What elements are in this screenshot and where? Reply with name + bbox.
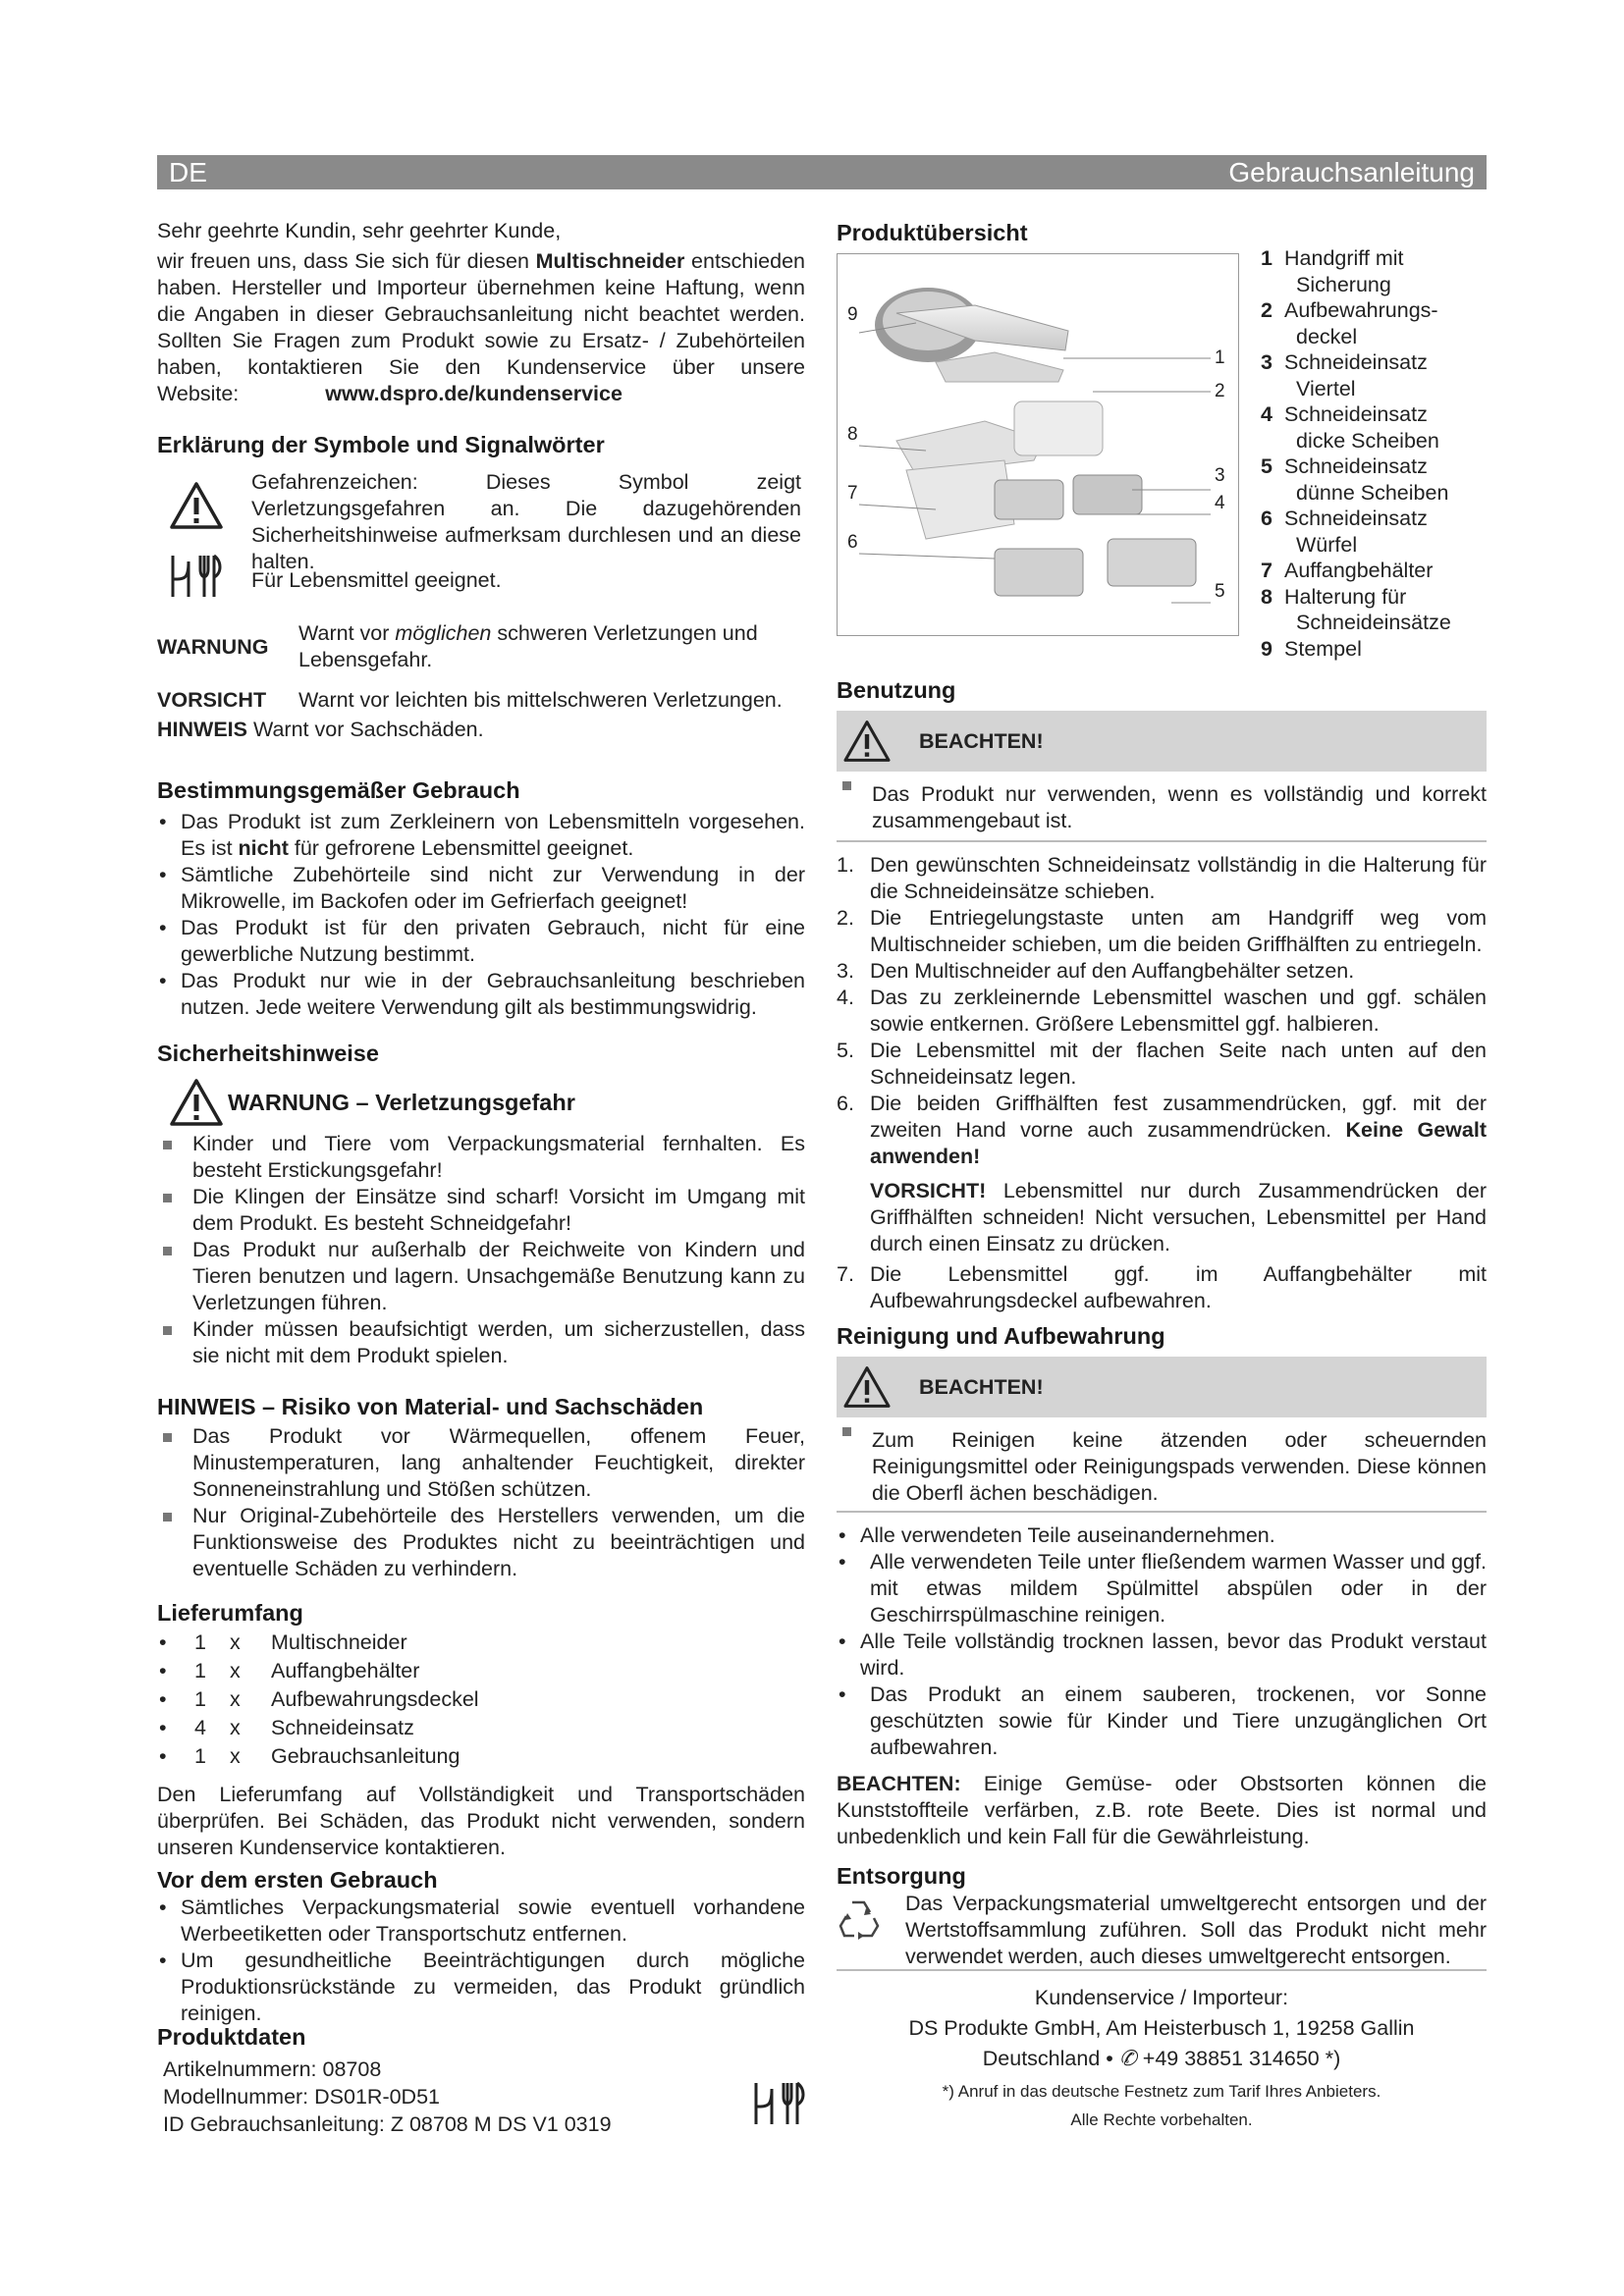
list-item: 9 Stempel <box>1261 636 1362 661</box>
product-drawing <box>838 254 1237 634</box>
list-item: 7. Die Lebensmittel ggf. im Auffangbehälter mit Aufbewahrungsdeckel aufbewahren. <box>837 1262 1487 1312</box>
safety-section <box>157 1039 805 1369</box>
hinweis-row <box>157 717 805 743</box>
food-symbol-text: Für Lebensmittel geeignet. <box>251 568 502 592</box>
product-illustration <box>837 253 1239 636</box>
list-item: Die Klingen der Einsätze sind scharf! Vorsicht im Umgang mit dem Produkt. Es besteht Schneidgefahr! <box>157 1184 805 1237</box>
list-item: 3 Schneideinsatz Viertel <box>1261 350 1428 400</box>
list-item: • Alle Teile vollständig trocknen lassen, bevor das Produkt verstaut wird. <box>837 1629 1487 1682</box>
safety-warning-row <box>157 1074 805 1131</box>
disposal-text: Das Verpackungsmaterial umweltgerecht entsorgen und der Wertstoffsammlung zuführen. Soll das Produkt nicht mehr verwendet werden, auch dieses umweltgerecht entsorgen. <box>905 1892 1487 1968</box>
intro-section <box>157 218 805 407</box>
figure-label: 2 <box>1215 381 1225 401</box>
website-link[interactable]: www.dspro.de/kundenservice <box>325 382 623 405</box>
first-use-heading: Vor dem ersten Gebrauch <box>157 1867 438 1893</box>
cleaning-note: Zum Reinigen keine ätzenden oder scheuernden Reinigungsmittel oder Reinigungspads verwenden. Diese können die Oberfl ächen beschädigen. <box>837 1417 1487 1513</box>
caution-note: VORSICHT! Lebensmittel nur durch Zusammendrücken der Griffhälften schneiden! Nicht versuchen, Lebensmittel per Hand durch einen Einsatz zu drücken. <box>870 1179 1487 1255</box>
warning-triangle-icon <box>169 481 224 530</box>
product-data-heading: Produktdaten <box>157 2024 306 2050</box>
list-item: • Alle verwendeten Teile auseinandernehmen. <box>837 1522 1487 1549</box>
list-item: • 1 x Gebrauchsanleitung <box>159 1744 460 1768</box>
parts-legend <box>1261 245 1496 662</box>
list-item: • Das Produkt nur wie in der Gebrauchsanleitung beschrieben nutzen. Jede weitere Verwendung gilt als bestimmungswidrig. <box>157 968 805 1021</box>
warnung-text: Warnt vor möglichen schweren Verletzungen und Lebensgefahr. <box>298 621 758 671</box>
list-item: • Das Produkt ist für den privaten Gebrauch, nicht für eine gewerbliche Nutzung bestimmt. <box>157 915 805 968</box>
list-item: Das Produkt vor Wärmequellen, offenem Feuer, Minustemperaturen, lang anhaltender Feuchtigkeit, direkter Sonneneinstrahlung und Stößen schützen. <box>157 1423 805 1503</box>
list-item: • 4 x Schneideinsatz <box>159 1716 414 1739</box>
contact-phone[interactable]: +49 38851 314650 *) <box>1142 2047 1341 2070</box>
food-safe-icon <box>167 550 226 603</box>
rights-note: Alle Rechte vorbehalten. <box>1070 2110 1253 2129</box>
product-name: Multischneider <box>535 249 685 273</box>
list-item: 6 Schneideinsatz Würfel <box>1261 507 1428 557</box>
intro-paragraph: wir freuen uns, dass Sie sich für diesen Multischneider entschieden haben. Hersteller und Importeur übernehmen keine Haftung, wenn die Angaben in dieser Gebrauchsanleitung nicht beachtet werden. Sollten Sie Fragen zum Produkt sowie zu Ersatz- / Zubehörteilen haben, kontaktieren Sie den Kundenservice über unsere Website: www.dspro.de/kundenservice <box>157 249 805 405</box>
recycle-icon <box>837 1896 882 1942</box>
material-damage-heading: HINWEIS – Risiko von Material- und Sachschäden <box>157 1394 704 1419</box>
figure-label: 3 <box>1215 465 1225 486</box>
figure-label: 9 <box>847 304 858 325</box>
list-item: • Das Produkt ist zum Zerkleinern von Lebensmitteln vorgesehen. Es ist nicht für gefrorene Lebensmittel geeignet. <box>157 809 805 862</box>
list-item: • Das Produkt an einem sauberen, trockenen, vor Sonne geschützten sowie für Kinder und Tiere unzugänglichen Ort aufbewahren. <box>837 1682 1487 1761</box>
list-item: 4 Schneideinsatz dicke Scheiben <box>1261 402 1439 453</box>
hinweis-label: HINWEIS <box>157 718 247 741</box>
cleaning-attention-label: BEACHTEN! <box>919 1375 1044 1399</box>
delivery-list <box>157 1629 805 1772</box>
contact-phone-row: Deutschland • ✆ +49 38851 314650 *) <box>982 2047 1341 2070</box>
first-use-section <box>157 1865 805 2027</box>
product-data-section <box>157 2022 805 2138</box>
list-item: • Um gesundheitliche Beeinträchtigungen durch mögliche Produktionsrückstände zu vermeiden, das Produkt gründlich reinigen. <box>157 1948 805 2027</box>
language-code: DE <box>169 157 207 187</box>
contact-title: Kundenservice / Importeur: <box>1034 1986 1289 2009</box>
list-item: • Sämtliches Verpackungsmaterial sowie eventuell vorhandene Werbeetiketten oder Transportschutz entfernen. <box>157 1895 805 1948</box>
product-data-list <box>157 2056 805 2138</box>
list-item: Kinder müssen beaufsichtigt werden, um sicherzustellen, dass sie nicht mit dem Produkt spielen. <box>157 1316 805 1369</box>
usage-section <box>837 675 1487 1314</box>
phone-icon: ✆ <box>1118 2047 1137 2070</box>
safety-heading: Sicherheitshinweise <box>157 1041 379 1066</box>
disposal-row <box>837 1891 1487 1971</box>
list-item: 4. Das zu zerkleinernde Lebensmittel waschen und ggf. schälen sowie entkernen. Größere Lebensmittel ggf. halbieren. <box>837 986 1487 1036</box>
usage-steps <box>837 852 1487 1314</box>
list-item: • Sämtliche Zubehörteile sind nicht zur Verwendung in der Mikrowelle, im Backofen oder im Gefrierfach geeignet! <box>157 862 805 915</box>
usage-note: Das Produkt nur verwenden, wenn es vollständig und korrekt zusammengebaut ist. <box>837 772 1487 842</box>
overview-section <box>837 218 1487 247</box>
intended-use-heading: Bestimmungsgemäßer Gebrauch <box>157 777 520 803</box>
intended-use-section <box>157 775 805 1021</box>
list-item: 2 Aufbewahrungs- deckel <box>1261 298 1438 348</box>
list-item: Kinder und Tiere vom Verpackungsmaterial fernhalten. Es besteht Erstickungsgefahr! <box>157 1131 805 1184</box>
contact-address: DS Produkte GmbH, Am Heisterbusch 1, 19258 Gallin <box>908 2016 1415 2040</box>
list-item: 7 Auffangbehälter <box>1261 559 1434 582</box>
list-item: • Alle verwendeten Teile unter fließendem warmen Wasser und ggf. mit etwas mildem Spülmittel abspülen oder in der Geschirrspülmaschine reinigen. <box>837 1549 1487 1629</box>
vorsicht-row <box>157 687 805 717</box>
material-damage-section <box>157 1392 805 1582</box>
overview-heading: Produktübersicht <box>837 220 1028 245</box>
article-number: Artikelnummern: 08708 <box>163 2057 382 2081</box>
list-item: • 1 x Aufbewahrungsdeckel <box>159 1687 479 1711</box>
figure-label: 8 <box>847 424 858 445</box>
list-item: • 1 x Multischneider <box>159 1630 407 1654</box>
figure-label: 5 <box>1215 581 1225 602</box>
delivery-section <box>157 1598 805 1861</box>
symbols-section <box>157 430 805 743</box>
warning-triangle-icon <box>169 1078 224 1127</box>
list-item: 1. Den gewünschten Schneideinsatz vollständig in die Halterung für die Schneideinsätze schieben. <box>837 853 1487 903</box>
manual-id: ID Gebrauchsanleitung: Z 08708 M DS V1 0319 <box>163 2112 612 2136</box>
vorsicht-text: Warnt vor leichten bis mittelschweren Verletzungen. <box>298 688 783 712</box>
danger-symbol-row <box>157 469 805 573</box>
cleaning-section <box>837 1321 1487 1850</box>
website-label: Website: <box>157 382 240 405</box>
list-item: 2. Die Entriegelungstaste unten am Handgriff weg vom Multischneider schieben, um die beiden Griffhälften zu entriegeln. <box>837 906 1487 956</box>
delivery-heading: Lieferumfang <box>157 1600 303 1626</box>
list-item: 5. Die Lebensmittel mit der flachen Seite nach unten auf den Schneideinsatz legen. <box>837 1039 1487 1089</box>
page-header-bar <box>157 155 1487 189</box>
usage-attention-bar <box>837 711 1487 772</box>
warning-triangle-icon <box>842 1365 892 1409</box>
list-item: 1 Handgriff mit Sicherung <box>1261 246 1404 296</box>
disposal-heading: Entsorgung <box>837 1863 966 1889</box>
figure-label: 6 <box>847 532 858 553</box>
cleaning-heading: Reinigung und Aufbewahrung <box>837 1323 1165 1349</box>
figure-label: 4 <box>1215 493 1225 513</box>
symbols-heading: Erklärung der Symbole und Signalwörter <box>157 432 605 457</box>
figure-label: 1 <box>1215 347 1225 368</box>
model-number: Modellnummer: DS01R-0D51 <box>163 2085 440 2109</box>
beachten-note: BEACHTEN: Einige Gemüse- oder Obstsorten können die Kunststoffteile verfärben, z.B. rote Beete. Dies ist normal und unbedenklich und kein Fall für die Gewährleistung. <box>837 1772 1487 1848</box>
list-item: • 1 x Auffangbehälter <box>159 1659 420 1682</box>
greeting: Sehr geehrte Kundin, sehr geehrter Kunde, <box>157 219 562 242</box>
food-safe-icon <box>750 2077 809 2130</box>
list-item: Nur Original-Zubehörteile des Herstellers verwenden, um die Funktionsweise des Produktes nicht zu beeinträchtigen und eventuelle Schäden zu verhindern. <box>157 1503 805 1582</box>
contact-footnote: *) Anruf in das deutsche Festnetz zum Tarif Ihres Anbieters. <box>942 2082 1381 2101</box>
cleaning-attention-bar <box>837 1357 1487 1417</box>
warning-triangle-icon <box>842 720 892 763</box>
safety-warning-title: WARNUNG – Verletzungsgefahr <box>228 1090 575 1115</box>
danger-symbol-text: Gefahrenzeichen: Dieses Symbol zeigt Verletzungsgefahren an. Die dazugehörenden Sicherheitshinweise aufmerksam durchlesen und an diese halten. <box>251 470 801 573</box>
list-item: 6. Die beiden Griffhälften fest zusammendrücken, ggf. mit der zweiten Hand vorne auch zusammendrücken. Keine Gewalt anwenden! <box>837 1092 1487 1168</box>
list-item: 5 Schneideinsatz dünne Scheiben <box>1261 454 1449 505</box>
warnung-row <box>157 620 805 679</box>
vorsicht-label: VORSICHT <box>157 688 267 712</box>
list-item: 8 Halterung für Schneideinsätze <box>1261 584 1451 634</box>
usage-attention-label: BEACHTEN! <box>919 729 1044 753</box>
warnung-label: WARNUNG <box>157 635 269 659</box>
contact-section <box>837 1985 1487 2133</box>
disposal-section <box>837 1861 1487 1971</box>
hinweis-text: Warnt vor Sachschäden. <box>252 718 484 741</box>
figure-label: 7 <box>847 483 858 504</box>
list-item: 3. Den Multischneider auf den Auffangbehälter setzen. <box>837 959 1355 983</box>
delivery-note: Den Lieferumfang auf Vollständigkeit und Transportschäden überprüfen. Bei Schäden, das Produkt nicht verwenden, sondern unseren Kundenservice kontaktieren. <box>157 1783 805 1859</box>
list-item: Das Produkt nur außerhalb der Reichweite von Kindern und Tieren benutzen und lagern. Unsachgemäße Benutzung kann zu Verletzungen führen. <box>157 1237 805 1316</box>
food-symbol-row <box>157 550 805 611</box>
document-title: Gebrauchsanleitung <box>1228 157 1475 187</box>
cleaning-list <box>837 1522 1487 1761</box>
usage-heading: Benutzung <box>837 677 956 703</box>
